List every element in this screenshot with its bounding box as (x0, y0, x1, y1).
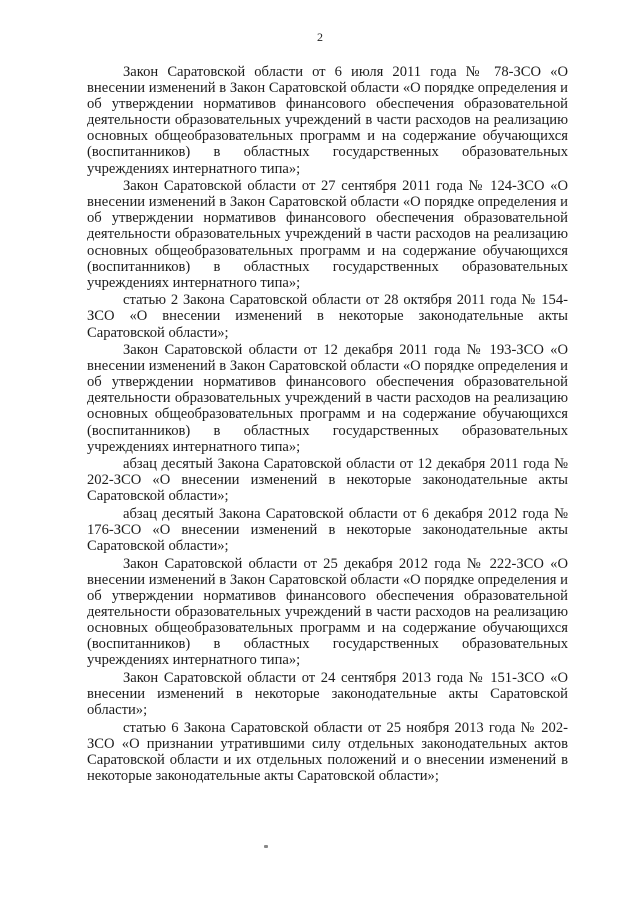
page-number: 2 (317, 30, 323, 44)
paragraph-law-154: статью 2 Закона Саратовской области от 28 октября 2011 года № 154-ЗСО «О внесении изменений в некоторые законодательные акты Саратовской области»; (87, 292, 568, 341)
paragraph-law-176: абзац десятый Закона Саратовской области от 6 декабря 2012 года № 176-ЗСО «О внесении изменений в некоторые законодательные акты Саратовской области»; (87, 506, 568, 555)
paragraph-law-151: Закон Саратовской области от 24 сентября 2013 года № 151-ЗСО «О внесении изменений в некоторые законодательные акты Саратовской области»; (87, 669, 568, 719)
paragraph-law-193: Закон Саратовской области от 12 декабря 2011 года № 193-ЗСО «О внесении изменений в Закон Саратовской области «О порядке определения и об утверждении нормативов финансового обеспечения образовательной деятельности образовательных учреждений в части расходов на реализацию основных общеобразовательных программ и на содержание обучающихся (воспитанников) в областных государственных образовательных учреждениях интернатного типа»; (87, 342, 568, 455)
paragraph-law-202-2013: статью 6 Закона Саратовской области от 25 ноября 2013 года № 202-ЗСО «О признании утратившими силу отдельных законодательных актов Саратовской области и их отдельных положений и о внесении изменений в некоторые законодательные акты Саратовской области»; (87, 719, 568, 785)
document-body (87, 64, 568, 786)
paragraph-law-222: Закон Саратовской области от 25 декабря 2012 года № 222-ЗСО «О внесении изменений в Закон Саратовской области «О порядке определения и об утверждении нормативов финансового обеспечения образовательной деятельности образовательных учреждений в части расходов на реализацию основных общеобразовательных программ и на содержание обучающихся (воспитанников) в областных государственных образовательных учреждениях интернатного типа»; (87, 555, 568, 669)
paragraph-law-124: Закон Саратовской области от 27 сентября 2011 года № 124-ЗСО «О внесении изменений в Закон Саратовской области «О порядке определения и об утверждении нормативов финансового обеспечения образовательной деятельности образовательных учреждений в части расходов на реализацию основных общеобразовательных программ и на содержание обучающихся (воспитанников) в областных государственных образовательных учреждениях интернатного типа»; (87, 178, 568, 291)
scan-dot-mark (264, 845, 268, 848)
paragraph-law-78: Закон Саратовской области от 6 июля 2011 года № 78-ЗСО «О внесении изменений в Закон Саратовской области «О порядке определения и об утверждении нормативов финансового обеспечения образовательной деятельности образовательных учреждений в части расходов на реализацию основных общеобразовательных программ и на содержание обучающихся (воспитанников) в областных государственных образовательных учреждениях интернатного типа»; (87, 64, 568, 177)
paragraph-law-202-2011: абзац десятый Закона Саратовской области от 12 декабря 2011 года № 202-ЗСО «О внесении изменений в некоторые законодательные акты Саратовской области»; (87, 456, 568, 505)
